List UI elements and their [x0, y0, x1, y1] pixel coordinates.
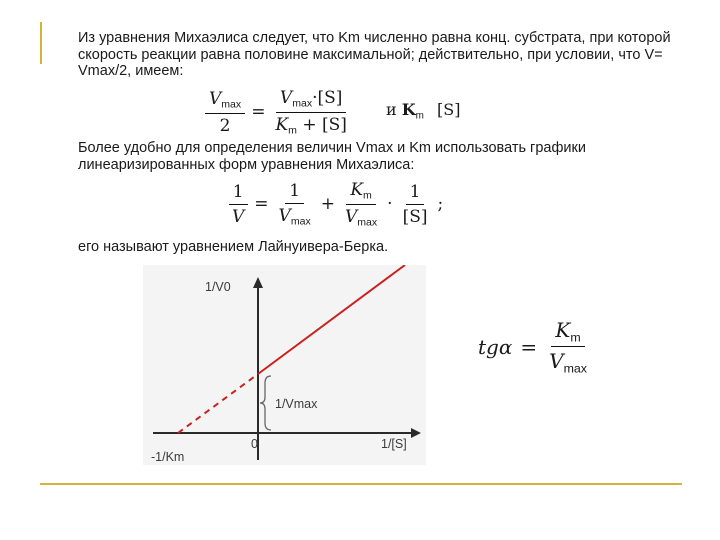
fraction-1-over-s: $\frac{1}{[S]}$	[402, 181, 428, 227]
lineweaver-burk-paragraph: его называют уравнением Лайнуивера-Берка.	[78, 239, 389, 255]
fraction-km-over-vmax-slope: $\frac{K_m}{V_{max}}$	[549, 318, 587, 376]
x-axis-label: 1/[S]	[381, 437, 407, 451]
equation-lineweaver-burk: $\frac{1}{V}$ = $\frac{1}{V_{max}}$ + $\frac{K_m}{V_{max}}$ · $\frac{1}{[S]}$ ;	[228, 180, 443, 228]
intercept-brace	[260, 376, 271, 430]
fraction-1-over-v: $\frac{1}{V}$	[228, 182, 248, 227]
x-intercept-label: -1/Km	[151, 450, 185, 464]
y-intercept-label: 1/Vmax	[275, 397, 318, 411]
intro-paragraph: Из уравнения Михаэлиса следует, что Km численно равна конц. субстрата, при которой скорость реакции равна половине максимальной; действительно, при условии, что V= Vmax/2, имеем:	[78, 30, 671, 79]
fraction-vmax-over-2: $\frac{V_{max}}{2}$	[205, 89, 245, 136]
fraction-km-over-vmax: $\frac{K_m}{V_{max}}$	[344, 180, 378, 229]
equation-half-vmax: $\frac{V_{max}}{2}$ = $\frac{V_{max}\cdot[S]}{K_m + [S]}$	[205, 88, 351, 136]
decorative-left-rule	[40, 22, 42, 64]
x-axis-arrow	[411, 428, 421, 438]
origin-label: 0	[251, 437, 258, 451]
fraction-michaelis-menten: $\frac{V_{max}\cdot[S]}{K_m + [S]}$	[275, 88, 347, 137]
linearization-paragraph: Более удобно для определения величин Vmax и Km использовать графики линеаризированных форм уравнения Михаэлиса:	[78, 140, 586, 173]
data-line-solid	[258, 265, 405, 374]
lineweaver-burk-plot	[143, 265, 426, 465]
plot-svg	[143, 265, 426, 465]
decorative-bottom-rule	[40, 483, 682, 485]
equation-slope-tangent: tgα = $\frac{K_m}{V_{max}}$	[478, 318, 591, 376]
y-axis-arrow	[253, 277, 263, 288]
extrapolated-line-dashed	[178, 374, 258, 433]
equation-km-equals-s: и $K_m$ [S]	[386, 100, 461, 122]
y-axis-label: 1/V0	[205, 280, 231, 294]
fraction-1-over-vmax: $\frac{1}{V_{max}}$	[278, 180, 311, 228]
